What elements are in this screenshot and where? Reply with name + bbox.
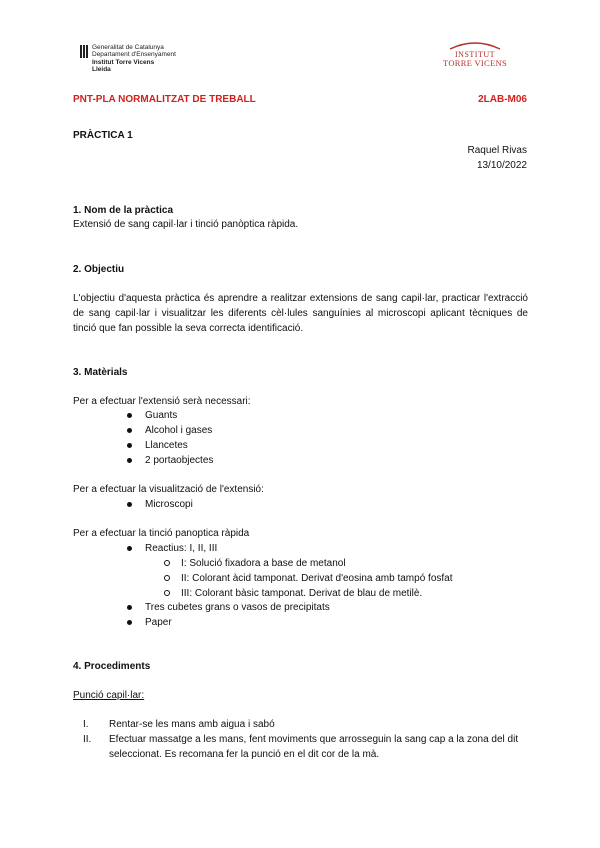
list-item: Alcohol i gases	[145, 423, 213, 438]
list-item: Guants	[145, 408, 213, 423]
document-date: 13/10/2022	[476, 160, 527, 171]
section-2-heading: 2. Objectiu	[73, 264, 125, 275]
section-1-text: Extensió de sang capil·lar i tinció panòptica ràpida.	[73, 219, 299, 230]
logo-arc-icon	[448, 40, 502, 50]
section-2-text: L'objectiu d'aquesta pràctica és aprendre a realitzar extensions de sang capil·lar, practicar l'extracció de sang capil·lar i visualitzar les diferents cèl·lules sanguínies al microscopi aplicant tècniques de tinció que fan possible la seva correcta identificació.	[73, 293, 528, 334]
logo-line-1: INSTITUT	[455, 50, 495, 59]
school-line-1: Institut Torre Vicens	[92, 58, 155, 66]
institut-torre-vicens-logo	[434, 40, 516, 68]
list-item: III: Colorant bàsic tamponat. Derivat de blau de metilè.	[181, 586, 453, 601]
list-item: I: Solució fixadora a base de metanol	[181, 556, 453, 571]
materials-intro-1: Per a efectuar l'extensió serà necessari:	[73, 396, 251, 407]
procedure-step: I. Rentar-se les mans amb aigua i sabó	[83, 719, 275, 730]
generalitat-logo	[80, 44, 176, 74]
logo-line-2: TORRE VICENS	[443, 58, 507, 68]
generalitat-emblem-icon	[80, 45, 89, 58]
list-item: 2 portaobjectes	[145, 453, 213, 468]
list-item: Microscopi	[145, 497, 193, 512]
section-1-heading: 1. Nom de la pràctica	[73, 205, 174, 216]
gencat-line-2: Departament d'Ensenyament	[92, 51, 176, 59]
author-name: Raquel Rivas	[467, 145, 527, 156]
procedure-steps	[83, 717, 528, 762]
materials-list-1	[145, 408, 213, 468]
section-4-heading: 4. Procediments	[73, 661, 151, 672]
section-3-heading: 3. Matèrials	[73, 367, 128, 378]
materials-list-2	[145, 497, 193, 512]
list-item: Reactius: I, II, III	[145, 541, 217, 556]
list-item: II: Colorant àcid tamponat. Derivat d'eosina amb tampó fosfat	[181, 571, 453, 586]
reagents-sublist	[181, 556, 453, 601]
school-line-2: Lleida	[92, 66, 111, 74]
list-item: Paper	[145, 615, 330, 630]
procedure-subheading: Punció capil·lar:	[73, 690, 145, 701]
gencat-line-1: Generalitat de Catalunya	[92, 44, 164, 51]
materials-intro-2: Per a efectuar la visualització de l'extensió:	[73, 484, 264, 495]
materials-list-4	[145, 600, 330, 630]
list-item: Llancetes	[145, 438, 213, 453]
list-item: Tres cubetes grans o vasos de precipitats	[145, 600, 330, 615]
materials-intro-3: Per a efectuar la tinció panoptica ràpida	[73, 528, 250, 539]
materials-list-3	[145, 541, 217, 556]
document-code: 2LAB-M06	[478, 94, 527, 105]
document-title: PNT-PLA NORMALITZAT DE TREBALL	[73, 94, 256, 105]
practice-label: PRÀCTICA 1	[73, 130, 133, 141]
procedure-step: II. Efectuar massatge a les mans, fent moviments que arrosseguin la sang cap a la zona del dit seleccionat. Es recomana fer la punció en el dit cor de la mà.	[83, 734, 519, 760]
